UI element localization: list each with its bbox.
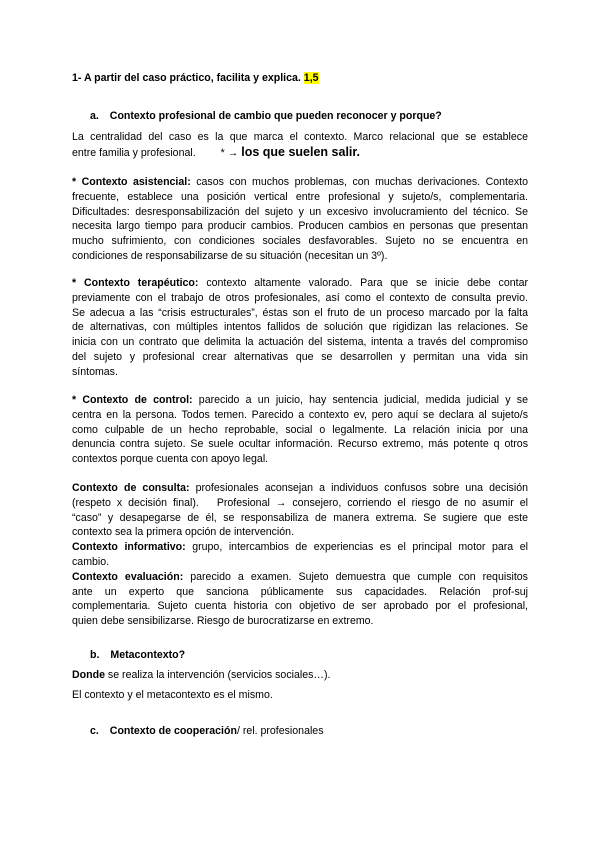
informativo-label: Contexto informativo: — [72, 541, 186, 554]
paragraph-control — [72, 393, 528, 467]
terapeutico-line-5: inicia con un contrato que delimita la actuación del sistema, intenta a través del compromiso — [72, 336, 528, 349]
section-c-marker: c. — [90, 725, 99, 737]
section-a-heading — [72, 109, 528, 124]
intro-line-2-text: entre familia y profesional. — [72, 146, 196, 159]
informativo-text-1: grupo, intercambios de experiencias es el principal motor para el — [192, 541, 528, 554]
terapeutico-line-2: previamente con el trabajo de otros profesionales, así como el contexto de consulta previo. — [72, 291, 528, 304]
control-line-4: denuncia contra sujeto. Se suele ocultar información. Recurso extremo, más potente q otros — [72, 438, 528, 451]
evaluacion-line-2: ante un experto que sanciona públicamente sus capacidades. Relación prof-suj — [72, 585, 528, 598]
section-b-marker: b. — [90, 649, 100, 661]
informativo-line-1 — [72, 540, 528, 555]
question-score: 1,5 — [303, 72, 319, 84]
section-a-intro — [72, 130, 528, 161]
consulta-line-3: “caso” y desapegarse de él, se responsabiliza de manera extrema. Se sugiere que este — [72, 511, 528, 524]
intro-arrow: * → — [220, 146, 239, 159]
consulta-line-1 — [72, 481, 528, 496]
terapeutico-line-7: síntomas. — [72, 365, 118, 378]
consulta-label: Contexto de consulta: — [72, 482, 190, 494]
section-a-marker: a. — [90, 110, 99, 122]
section-b-body — [72, 668, 528, 683]
terapeutico-text-1: contexto altamente valorado. Para que se inicie debe contar — [206, 277, 528, 289]
asistencial-line-6: condiciones de responsabilizarse de su situación (necesitan un 3º). — [72, 249, 388, 262]
terapeutico-line-3: Se adecua a las “crisis estructurales”, éstas son el fruto de un proceso marcado por la falta — [72, 306, 528, 319]
evaluacion-line-3: complementaria. Sujeto cuenta historia con objetivo de ser aprobado por el profesional, — [72, 600, 528, 613]
consulta-line-2: (respeto x decisión final). Profesional → consejero, corriendo el riesgo de no asumir el — [72, 496, 528, 509]
section-a-title: Contexto profesional de cambio que pueden reconocer y porque? — [109, 110, 442, 122]
asistencial-line-4: necesita largo tiempo para producir cambios. Producen cambios en personas que presentan — [72, 220, 528, 233]
section-c-heading — [72, 724, 528, 739]
asistencial-line-1 — [72, 175, 528, 190]
asistencial-line-3: Dificultades: desresponsabilización del sujeto y un excesivo involucramiento del técnico. Se — [72, 205, 528, 218]
metacontexto-line: El contexto y el metacontexto es el mismo. — [72, 689, 273, 701]
evaluacion-line-4: quien debe sensibilizarse. Riesgo de burocratizarse en extremo. — [72, 615, 374, 628]
donde-bold: Donde — [72, 669, 105, 681]
donde-line — [72, 668, 528, 683]
paragraph-terapeutico — [72, 276, 528, 380]
control-line-3: como culpable de un hecho reprobable, social o legalmente. La relación inicia por una — [72, 423, 528, 436]
evaluacion-line-1 — [72, 570, 528, 585]
control-text-1: parecido a un juicio, hay sentencia judicial, medida judicial y se — [198, 394, 528, 406]
section-b-title: Metacontexto? — [110, 649, 186, 661]
paragraph-consulta — [72, 481, 528, 629]
asistencial-line-2: frecuente, establece una posición vertical entre profesional y sujeto/s, complementaria. — [72, 190, 528, 203]
terapeutico-label: * Contexto terapéutico: — [72, 277, 199, 289]
section-b-line-2 — [72, 688, 528, 703]
section-c-title: Contexto de cooperación — [109, 725, 237, 737]
informativo-line-2: cambio. — [72, 555, 110, 568]
evaluacion-label: Contexto evaluación: — [72, 570, 184, 583]
asistencial-line-5: mucho sufrimiento, con condiciones sociales desfavorables. Sujeto no se encuentra en — [72, 235, 528, 248]
asistencial-label: * Contexto asistencial: — [72, 176, 191, 188]
control-line-1 — [72, 393, 528, 408]
control-label: * Contexto de control: — [72, 394, 193, 406]
section-c-rest: / rel. profesionales — [236, 725, 324, 737]
control-line-2: centra en la persona. Todos temen. Parecido a contexto ev, pero aquí se declara al sujeto/s — [72, 408, 528, 421]
terapeutico-line-4: de alternativas, con múltiples intentos fallidos de solución que rigidizan las relaciones. Se — [72, 321, 528, 334]
section-b-heading — [72, 648, 528, 663]
paragraph-asistencial — [72, 175, 528, 264]
consulta-line-4: contexto sea la primera opción de intervención. — [72, 526, 295, 539]
intro-line-2 — [72, 145, 528, 161]
evaluacion-text-1: parecido a examen. Sujeto demuestra que cumple con requisitos — [190, 570, 528, 583]
terapeutico-line-1 — [72, 276, 528, 291]
intro-bold: los que suelen salir. — [241, 144, 361, 159]
intro-line-1: La centralidad del caso es la que marca el contexto. Marco relacional que se establece — [72, 131, 528, 143]
asistencial-text-1: casos con muchos problemas, con muchas derivaciones. Contexto — [196, 176, 528, 188]
consulta-text-1: profesionales aconsejan a individuos confusos sobre una decisión — [195, 482, 528, 494]
terapeutico-line-6: del sujeto y profesional crear alternativas que se desarrollen y permitan una vida sin — [72, 350, 528, 363]
donde-rest: se realiza la intervención (servicios sociales…). — [107, 669, 331, 681]
question-text: 1- A partir del caso práctico, facilita y explica. — [72, 72, 301, 84]
control-line-5: contextos porque cuenta con apoyo legal. — [72, 453, 269, 466]
question-heading — [72, 71, 528, 86]
